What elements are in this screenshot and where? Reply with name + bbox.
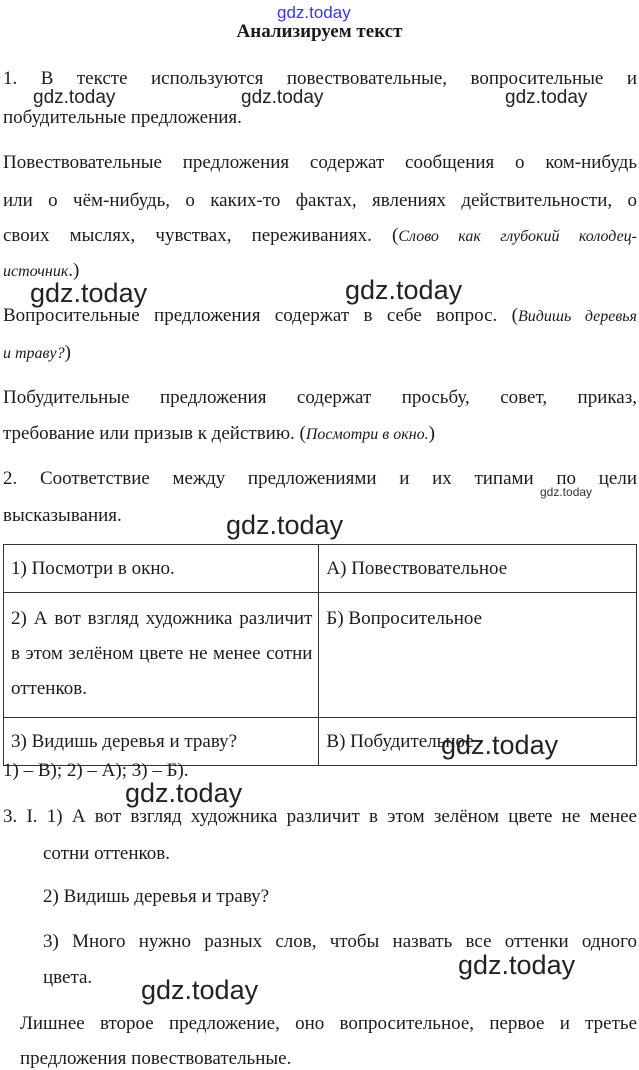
q2-line1: 2. Соответствие между предложениями и их типами по цели [3, 468, 637, 489]
q1-intro-line2: побудительные предложения. [3, 107, 242, 128]
watermark-top: gdz.today [277, 3, 351, 22]
watermark: gdz.today [540, 485, 593, 499]
declarative-line1: Повествовательные предложения содержат сообщения о ком-нибудь [3, 152, 637, 173]
watermark: gdz.today [345, 275, 463, 305]
watermark: gdz.today [141, 975, 259, 1005]
interrogative-example: Видишь деревья [518, 308, 637, 325]
declarative-text: своих мыслях, чувствах, переживаниях. ( [3, 225, 399, 246]
watermark: gdz.today [226, 510, 344, 540]
sentence-cell: 2) А вот взгляд художника различит в этом зелёном цвете не менее сотни оттенков. [4, 593, 319, 717]
declarative-line3 [3, 225, 637, 247]
imperative-text: требование или призыв к действию. ( [3, 423, 306, 444]
declarative-close: .) [68, 260, 80, 281]
q3-sentence3-line2: цвета. [43, 967, 93, 988]
q3-conclusion-line2: предложения повествовательные. [20, 1048, 292, 1069]
page-title: Анализируем текст [236, 21, 403, 42]
watermark: gdz.today [241, 87, 324, 108]
q3-conclusion-line1: Лишнее второе предложение, оно вопросительное, первое и третье [20, 1013, 637, 1034]
q3-sentence2: 2) Видишь деревья и траву? [43, 886, 270, 907]
q2-line2: высказывания. [3, 505, 122, 526]
watermark: gdz.today [33, 87, 116, 108]
imperative-line1: Побудительные предложения содержат просьбу, совет, приказ, [3, 387, 637, 408]
watermark: gdz.today [125, 778, 243, 808]
watermark: gdz.today [441, 730, 559, 760]
interrogative-example-end: и траву? [3, 345, 65, 362]
interrogative-line1 [3, 305, 637, 327]
q3-sentence1-line1: 3. I. 1) А вот взгляд художника различит в этом зелёном цвете не менее [3, 806, 637, 827]
table-row [4, 545, 637, 593]
interrogative-close: ) [64, 342, 71, 363]
declarative-example-end: источник [3, 263, 69, 280]
table-row [4, 593, 637, 717]
sentence-cell: 1) Посмотри в окно. [4, 545, 319, 593]
q1-intro-line1: 1. В тексте используются повествовательные, вопросительные и [3, 68, 637, 89]
watermark: gdz.today [505, 87, 588, 108]
type-cell: А) Повествовательное [319, 545, 637, 593]
imperative-line2 [3, 423, 637, 445]
type-cell: В) Побудительное [319, 717, 637, 765]
type-cell: Б) Вопросительное [319, 593, 637, 717]
watermark: gdz.today [30, 278, 148, 308]
imperative-close: ) [428, 423, 435, 444]
interrogative-line2 [3, 342, 637, 364]
q3-sentence3-line1: 3) Много нужно разных слов, чтобы назвать все оттенки одного [43, 931, 637, 952]
q2-answer: 1) – В); 2) – А); 3) – Б). [3, 760, 189, 781]
declarative-line2: или о чём-нибудь, о каких-то фактах, явлениях действительности, о [3, 190, 637, 211]
interrogative-text: Вопросительные предложения содержат в себе вопрос. ( [3, 305, 518, 326]
declarative-example: Слово как глубокий колодец- [398, 228, 637, 245]
sentence-cell: 3) Видишь деревья и траву? [4, 717, 319, 765]
watermark: gdz.today [458, 950, 576, 980]
q3-sentence1-line2: сотни оттенков. [43, 843, 171, 864]
imperative-example: Посмотри в окно. [305, 426, 429, 443]
